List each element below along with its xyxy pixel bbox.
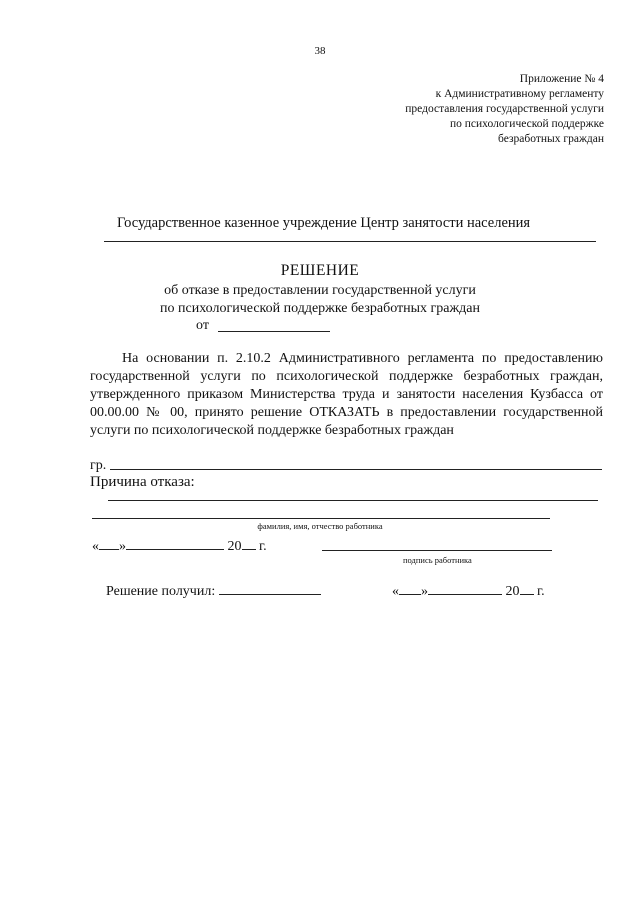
date-from-field[interactable]	[218, 331, 330, 332]
decision-body	[90, 350, 603, 440]
year-prefix: 20	[505, 584, 520, 599]
year-field[interactable]	[520, 582, 534, 595]
organization-name: Государственное казенное учреждение Центр занятости населения	[117, 215, 531, 231]
received-row	[106, 582, 321, 600]
quote-close: »	[421, 584, 428, 599]
subtitle-line-1: об отказе в предоставлении государственной услуги	[164, 283, 476, 298]
date-left	[92, 537, 267, 555]
reason-label: Причина отказа:	[90, 474, 195, 490]
appendix-line: безработных граждан	[498, 133, 604, 145]
page-number: 38	[314, 45, 326, 57]
worker-signature-field[interactable]	[322, 550, 552, 551]
day-field[interactable]	[99, 537, 119, 550]
month-field[interactable]	[126, 537, 224, 550]
day-field[interactable]	[399, 582, 421, 595]
month-field[interactable]	[428, 582, 502, 595]
citizen-name-field[interactable]	[110, 469, 602, 470]
worker-signature-caption: подпись работника	[403, 555, 472, 565]
subtitle-line-2: по психологической поддержке безработных граждан	[160, 301, 480, 316]
date-from-label: от	[196, 318, 209, 333]
appendix-line: предоставления государственной услуги	[405, 103, 604, 115]
worker-name-caption: фамилия, имя, отчество работника	[257, 521, 383, 531]
quote-close: »	[119, 539, 126, 554]
decision-body-text: На основании п. 2.10.2 Административного регламента по предоставлению государственной услуги по психологической поддержке безработных граждан, утвержденного приказом Министерства труда и занятости населения Кузбасса от 00.00.00 № 00, принято решение ОТКАЗАТЬ в предоставлении государственной услуги по психологической поддержке безработных граждан	[90, 351, 603, 438]
document-subtitle	[0, 282, 640, 318]
reason-line-1[interactable]	[108, 500, 598, 501]
citizen-label: гр.	[90, 458, 107, 473]
received-label: Решение получил:	[106, 584, 216, 599]
document-title: РЕШЕНИЕ	[280, 262, 360, 279]
quote-open: «	[392, 584, 399, 599]
year-prefix: 20	[227, 539, 242, 554]
date-right	[392, 582, 545, 600]
appendix-line: по психологической поддержке	[449, 118, 604, 130]
year-field[interactable]	[242, 537, 256, 550]
appendix-header	[405, 72, 604, 147]
organization-underline	[104, 241, 596, 242]
year-suffix: г.	[537, 584, 545, 599]
receiver-signature-field[interactable]	[219, 582, 321, 595]
appendix-line: Приложение № 4	[519, 73, 604, 85]
quote-open: «	[92, 539, 99, 554]
year-suffix: г.	[259, 539, 267, 554]
appendix-line: к Административному регламенту	[435, 88, 604, 100]
worker-name-field[interactable]	[92, 518, 550, 519]
